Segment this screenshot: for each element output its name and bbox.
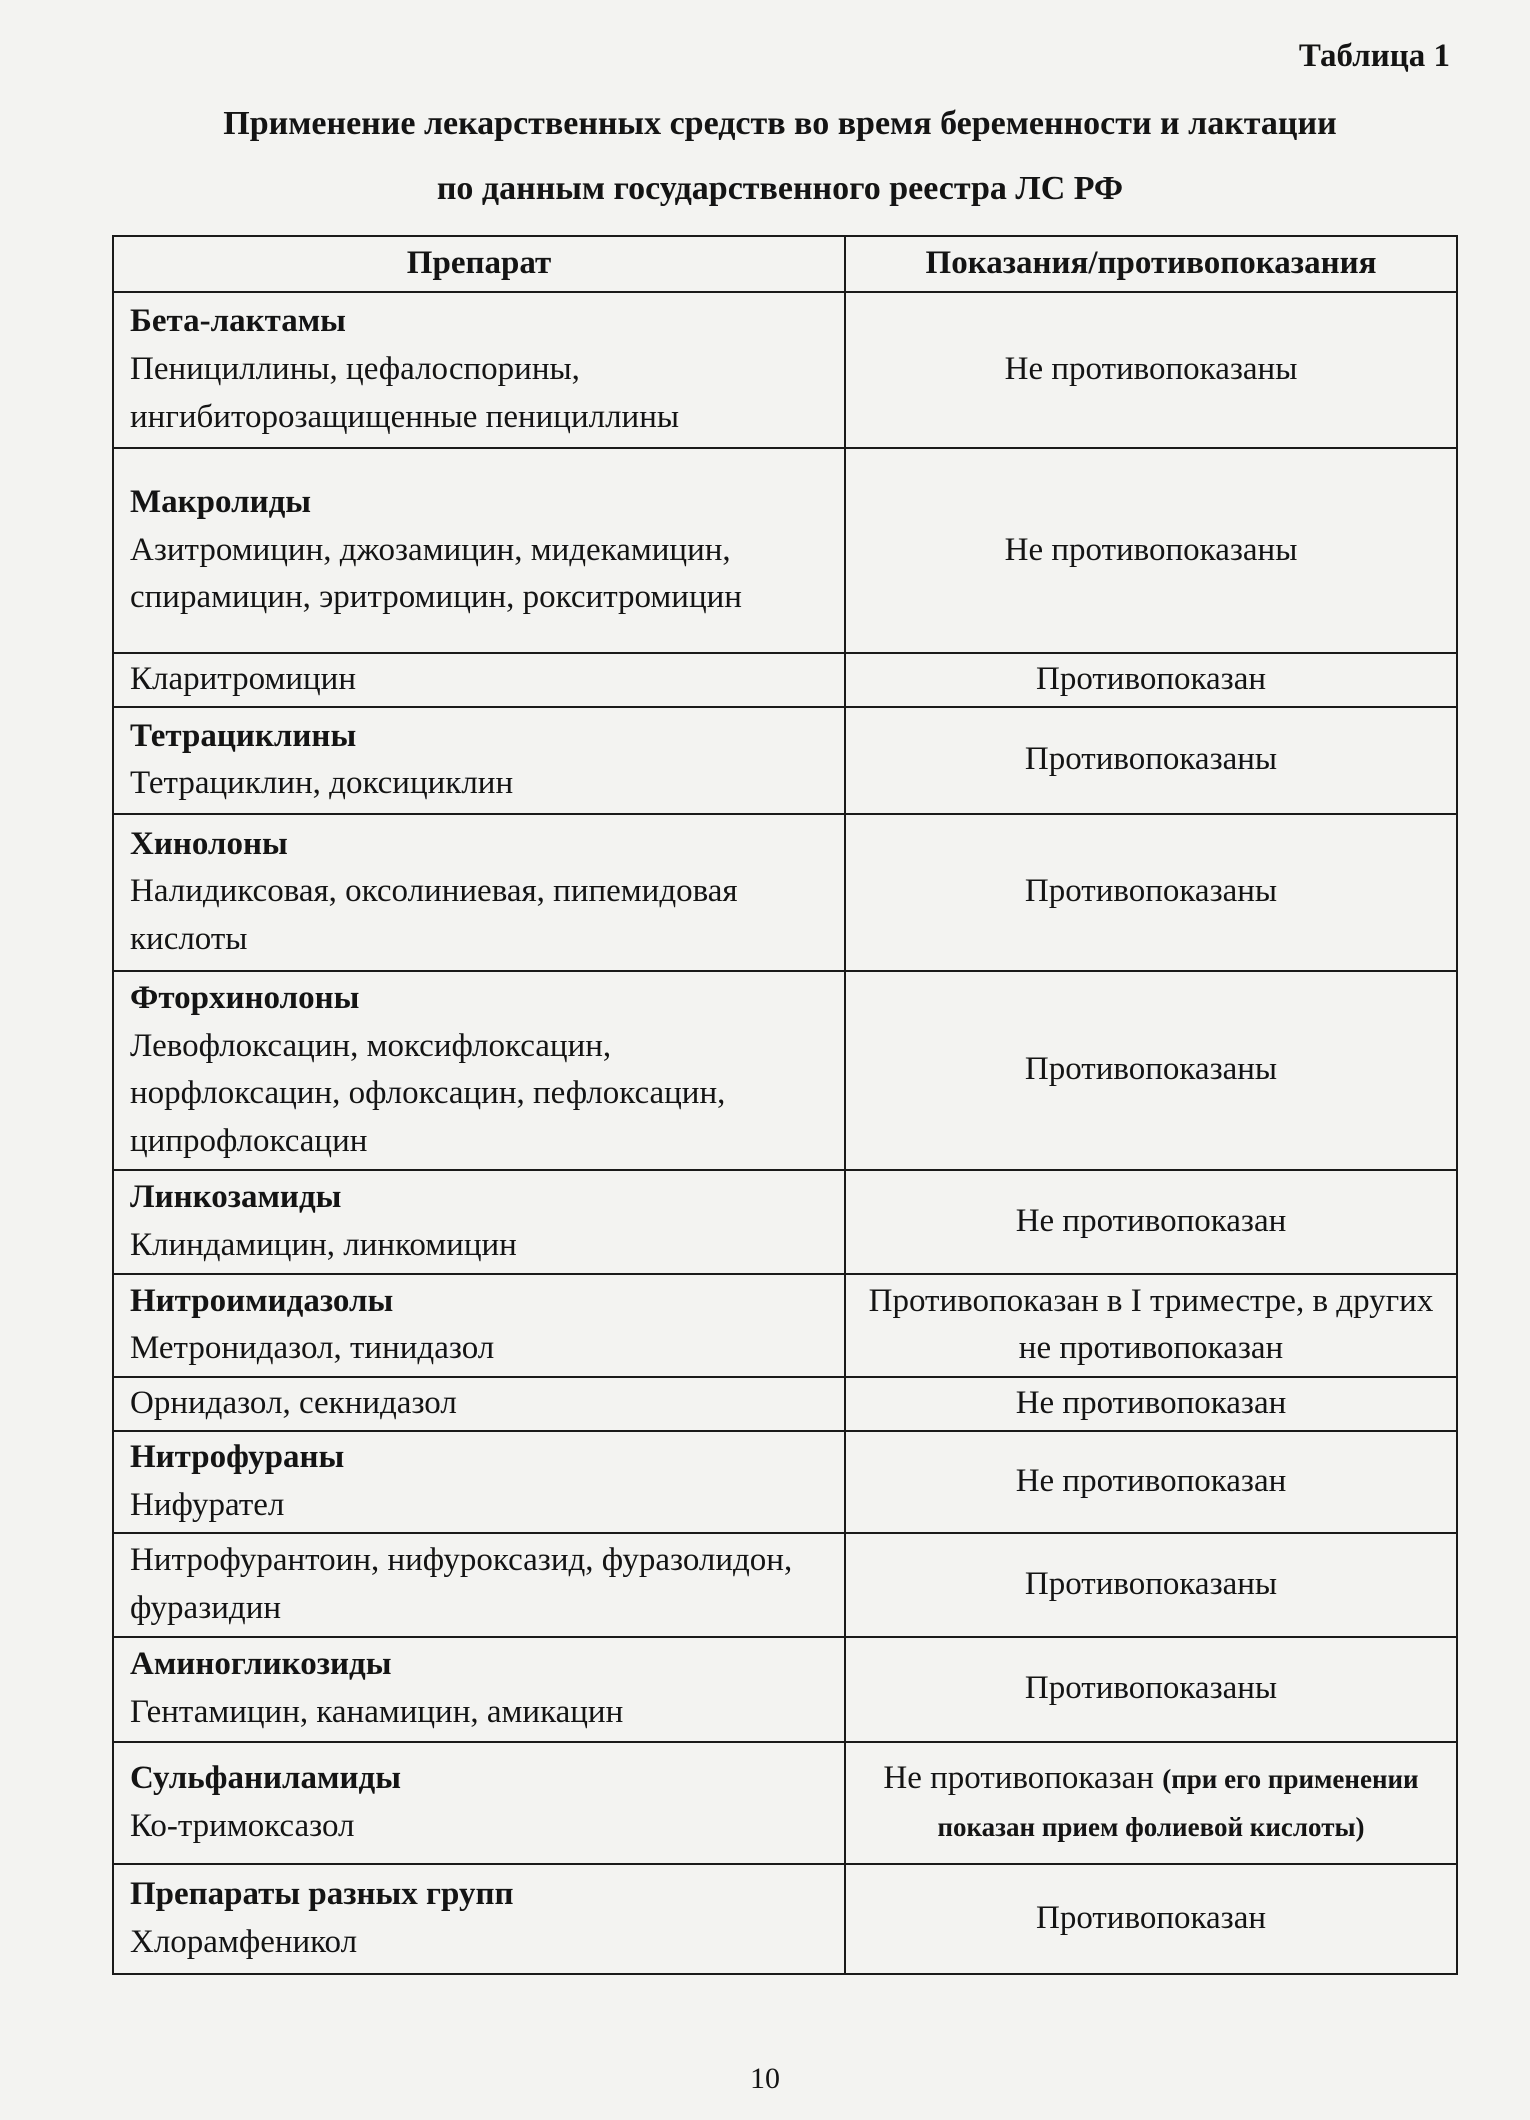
table-row — [113, 292, 1457, 448]
drug-names: Гентамицин, канамицин, амикацин — [130, 1694, 624, 1731]
drug-cell — [113, 1533, 845, 1637]
drug-cell — [113, 1637, 845, 1742]
drug-cell — [113, 1742, 845, 1864]
drug-names: Орнидазол, секнидазол — [130, 1384, 457, 1421]
table-row — [113, 448, 1457, 653]
table-row — [113, 1637, 1457, 1742]
table-header-row — [113, 236, 1457, 292]
status-cell: Не противопоказаны — [845, 448, 1457, 653]
drug-group-name: Аминогликозиды — [130, 1646, 392, 1683]
table-row — [113, 1170, 1457, 1274]
drug-names: Азитромицин, джозамицин, мидекамицин, спирамицин, эритромицин, рокситромицин — [130, 531, 742, 616]
drug-cell — [113, 653, 845, 707]
status-cell: Не противопоказан — [845, 1170, 1457, 1274]
drug-names: Тетрациклин, доксициклин — [130, 765, 514, 802]
status-cell: Противопоказан в I триместре, в других не противопоказан — [845, 1274, 1457, 1377]
table-title-line-2: по данным государственного реестра ЛС РФ — [436, 170, 1124, 207]
table-row — [113, 1742, 1457, 1864]
drug-names: Левофлоксацин, моксифлоксацин, норфлоксацин, офлоксацин, пефлоксацин, ципрофлоксацин — [130, 1027, 726, 1160]
table-row — [113, 814, 1457, 971]
drug-group-name: Макролиды — [130, 483, 312, 520]
table-row — [113, 1377, 1457, 1431]
status-cell: Противопоказаны — [845, 971, 1457, 1170]
drug-cell — [113, 1431, 845, 1533]
drug-names: Кларитромицин — [130, 661, 357, 697]
drug-cell — [113, 1274, 845, 1377]
table-row — [113, 1864, 1457, 1974]
table-row — [113, 1431, 1457, 1533]
drug-group-name: Хинолоны — [130, 825, 288, 862]
drug-cell — [113, 814, 845, 971]
drug-names: Хлорамфеникол — [130, 1923, 358, 1960]
drug-names: Пенициллины, цефалоспорины, ингибиторозащищенные пенициллины — [130, 351, 680, 435]
table-row — [113, 971, 1457, 1170]
drug-group-name: Тетрациклины — [130, 717, 357, 754]
drug-table — [112, 235, 1458, 1975]
drug-names: Нифурател — [130, 1486, 285, 1523]
drug-group-name: Линкозамиды — [130, 1179, 342, 1215]
table-row — [113, 1274, 1457, 1377]
status-cell: Противопоказан — [845, 653, 1457, 707]
drug-group-name: Препараты разных групп — [130, 1875, 514, 1912]
table-row — [113, 707, 1457, 814]
drug-group-name: Нитроимидазолы — [130, 1282, 394, 1319]
drug-names: Нитрофурантоин, нифуроксазид, фуразолидон, фуразидин — [130, 1541, 793, 1626]
status-cell — [845, 1742, 1457, 1864]
column-header-indications: Показания/противопоказания — [845, 236, 1457, 292]
column-header-drug: Препарат — [113, 236, 845, 292]
status-cell: Противопоказаны — [845, 1533, 1457, 1637]
status-cell: Не противопоказаны — [845, 292, 1457, 448]
drug-names: Налидиксовая, оксолиниевая, пипемидовая кислоты — [130, 873, 738, 958]
status-cell: Противопоказаны — [845, 707, 1457, 814]
status-note: (при его применении показан прием фолиевой кислоты) — [937, 1763, 1419, 1842]
drug-cell — [113, 971, 845, 1170]
drug-cell — [113, 448, 845, 653]
drug-names: Клиндамицин, линкомицин — [130, 1226, 517, 1263]
drug-group-name: Сульфаниламиды — [130, 1759, 401, 1796]
table-row — [113, 1533, 1457, 1637]
drug-cell — [113, 1170, 845, 1274]
table-row — [113, 653, 1457, 707]
table-title-line-1: Применение лекарственных средств во время беременности и лактации — [223, 105, 1337, 142]
status-cell: Не противопоказан — [845, 1431, 1457, 1533]
drug-cell — [113, 1377, 845, 1431]
drug-group-name: Бета-лактамы — [130, 303, 346, 340]
drug-cell — [113, 1864, 845, 1974]
drug-names: Метронидазол, тинидазол — [130, 1330, 495, 1367]
drug-cell — [113, 707, 845, 814]
status-text: Не противопоказан — [883, 1759, 1154, 1796]
drug-group-name: Нитрофураны — [130, 1438, 345, 1475]
drug-group-name: Фторхинолоны — [130, 979, 360, 1016]
drug-names: Ко-тримоксазол — [130, 1807, 355, 1844]
status-cell: Не противопоказан — [845, 1377, 1457, 1431]
status-cell: Противопоказаны — [845, 1637, 1457, 1742]
drug-cell — [113, 292, 845, 448]
page-number: 10 — [750, 2062, 780, 2095]
status-cell: Противопоказаны — [845, 814, 1457, 971]
table-label: Таблица 1 — [1298, 38, 1450, 74]
status-cell: Противопоказан — [845, 1864, 1457, 1974]
